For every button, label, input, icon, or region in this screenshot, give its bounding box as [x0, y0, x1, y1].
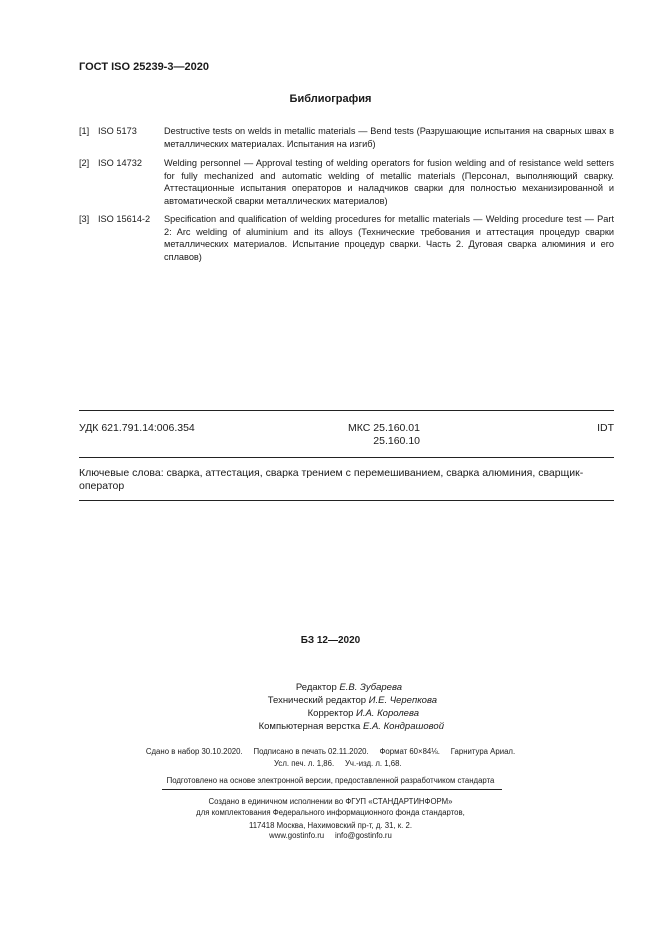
credit-name: Е.А. Кондрашовой [362, 721, 444, 732]
ref-code: ISO 15614-2 [98, 214, 151, 224]
divider [79, 410, 614, 411]
publisher-contacts: www.gostinfo.ru info@gostinfo.ru [269, 831, 392, 840]
mks-code [340, 422, 420, 448]
divider [79, 500, 614, 501]
credit-name: И.А. Королева [356, 708, 419, 719]
credit-editor [296, 682, 402, 695]
document-header: ГОСТ ISO 25239-3—2020 [79, 61, 209, 73]
ref-number: [2] [79, 158, 90, 168]
ref-text: Welding personnel — Approval testing of welding operators for fusion welding and of resistance weld setters for fully mechanized and automatic welding of metallic materials (Персонал, выполняющий сварку. Аттестационные испытания операторов и наладчиков сварки для полностью механизированной и автоматической сварки металлических материалов) [164, 158, 614, 206]
idt-label: IDT [597, 422, 614, 434]
prepared-note: Подготовлено на основе электронной версии, предоставленной разработчиком стандарта [166, 776, 495, 785]
divider [162, 789, 502, 790]
mks-line-2: 25.160.10 [373, 435, 420, 447]
ref-text: Specification and qualification of welding procedures for metallic materials — Welding procedure test — Part 2: Arc welding of aluminium and its alloys (Технические требования и аттестация процедур сварки металлических материалов. Испытание процедур сварки. Часть 2. Дуговая сварка алюминия и его сплавов) [164, 214, 614, 262]
credit-role: Технический редактор [267, 695, 367, 706]
bibliography-item [79, 125, 614, 150]
bibliography-item [79, 157, 614, 207]
divider [79, 457, 614, 458]
credit-layout [259, 721, 444, 734]
udk-code: УДК 621.791.14:006.354 [79, 422, 195, 434]
ref-number: [1] [79, 126, 90, 136]
bibliography-title: Библиография [289, 93, 372, 105]
credit-corrector [308, 708, 419, 721]
credit-name: Е.В. Зубарева [339, 682, 402, 693]
publisher-line-1: Создано в единичном исполнении во ФГУП «СТАНДАРТИНФОРМ» [208, 797, 453, 806]
ref-code: ISO 14732 [98, 158, 142, 168]
keywords: Ключевые слова: сварка, аттестация, сварка трением с перемешиванием, сварка алюминия, сварщик-оператор [79, 467, 584, 492]
credit-role: Компьютерная верстка [258, 721, 361, 732]
ref-number: [3] [79, 214, 90, 224]
credit-tech-editor [268, 695, 437, 708]
print-info-line-1: Сдано в набор 30.10.2020. Подписано в печать 02.11.2020. Формат 60×84⅛. Гарнитура Ариал. [145, 747, 516, 756]
publisher-address: 117418 Москва, Нахимовский пр-т, д. 31, к. 2. [248, 821, 413, 830]
ref-text: Destructive tests on welds in metallic materials — Bend tests (Разрушающие испытания на сварных швах в металлических материалах. Испытания на изгиб) [164, 126, 614, 149]
publisher-line-2: для комплектования Федерального информационного фонда стандартов, [196, 808, 465, 817]
ref-code: ISO 5173 [98, 126, 137, 136]
credit-role: Корректор [307, 708, 354, 719]
bz-number: БЗ 12—2020 [300, 635, 361, 646]
credit-role: Редактор [295, 682, 337, 693]
bibliography-item [79, 213, 614, 263]
mks-line-1: МКС 25.160.01 [348, 422, 420, 434]
credit-name: И.Е. Черепкова [368, 695, 437, 706]
print-info-line-2: Усл. печ. л. 1,86. Уч.-изд. л. 1,68. [274, 759, 402, 768]
